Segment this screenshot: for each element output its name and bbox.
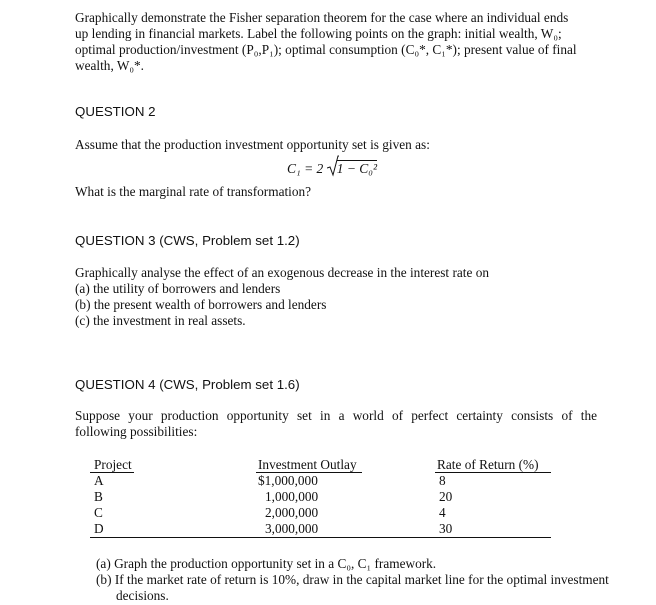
table-row-b-project: B [94,489,103,504]
q1-line-4: wealth, W₀*. [75,58,145,73]
sqrt-symbol [337,160,377,177]
q4-part-b-line-1: (b) If the market rate of return is 10%, draw in the capital market line for the optimal investment [96,572,609,587]
q3-item-b: (b) the present wealth of borrowers and lenders [75,297,327,312]
table-row-a-return: 8 [439,473,446,488]
q2-question: What is the marginal rate of transformation? [75,184,312,199]
q2-intro: Assume that the production investment opportunity set is given as: [75,137,430,152]
q4-heading: QUESTION 4 (CWS, Problem set 1.6) [75,377,300,392]
q4-part-b-line-2: decisions. [116,588,169,603]
table-row-b-outlay: 1,000,000 [265,489,319,504]
radical-icon [327,155,339,181]
q2-heading: QUESTION 2 [75,104,156,119]
q1-line-3: optimal production/investment (P₀,P₁); optimal consumption (C₀*, C₁*); present value of final [75,42,577,57]
q2-equation [287,160,377,177]
q3-intro: Graphically analyse the effect of an exogenous decrease in the interest rate on [75,265,489,280]
table-row-a-outlay: $1,000,000 [258,473,318,488]
table-row-c-project: C [94,505,103,520]
q1-line-1: Graphically demonstrate the Fisher separation theorem for the case where an individual ends [75,10,569,25]
q3-item-c: (c) the investment in real assets. [75,313,246,328]
table-row-d-outlay: 3,000,000 [265,521,319,536]
table-header-return: Rate of Return (%) [437,457,539,472]
table-row-d-return: 30 [439,521,453,536]
q3-heading: QUESTION 3 (CWS, Problem set 1.2) [75,233,300,248]
table-row-a-project: A [94,473,104,488]
table-row-c-outlay: 2,000,000 [265,505,319,520]
q4-intro-line-1: Suppose your production opportunity set in a world of perfect certainty consists of the [75,408,597,423]
table-header-outlay: Investment Outlay [258,457,357,472]
table-row-c-return: 4 [439,505,446,520]
q3-item-a: (a) the utility of borrowers and lenders [75,281,281,296]
q2-equation-radicand: 1 − C₀² [336,161,378,176]
table-header-project: Project [94,457,132,472]
q4-part-a: (a) Graph the production opportunity set in a C₀, C₁ framework. [96,556,437,571]
q1-line-2: up lending in financial markets. Label the following points on the graph: initial wealth, W₀; [75,26,562,41]
table-bottom-rule [90,537,551,538]
table-row-d-project: D [94,521,104,536]
table-row-b-return: 20 [439,489,453,504]
q4-intro-line-2: following possibilities: [75,424,198,439]
q2-equation-lhs: C₁ = 2 [287,161,324,176]
underline-return [435,472,551,473]
